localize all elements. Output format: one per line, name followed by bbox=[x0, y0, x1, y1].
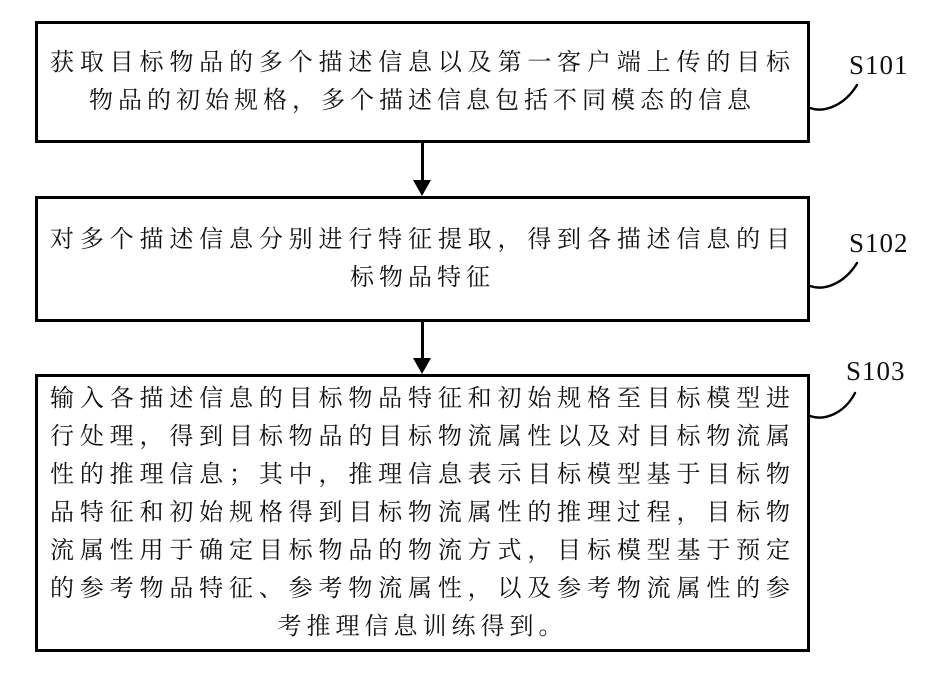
flow-step-box-s102 bbox=[35, 196, 810, 322]
step-connector-curve-s101 bbox=[810, 81, 865, 113]
flow-step-box-s103 bbox=[35, 374, 810, 652]
step-connector-curve-s102 bbox=[810, 259, 865, 291]
step-connector-curve-s103 bbox=[810, 389, 865, 421]
flow-step-text-s101: 获取目标物品的多个描述信息以及第一客户端上传的目标物品的初始规格，多个描述信息包括不同模态的信息 bbox=[50, 50, 795, 114]
flow-arrow-line-2 bbox=[421, 322, 424, 359]
flow-arrow-down-icon-1 bbox=[413, 180, 431, 196]
step-label-s102: S102 bbox=[849, 228, 909, 258]
flow-step-text-s102: 对多个描述信息分别进行特征提取，得到各描述信息的目标物品特征 bbox=[50, 227, 795, 291]
step-label-s101: S101 bbox=[849, 50, 909, 80]
flow-arrow-down-icon-2 bbox=[413, 358, 431, 374]
flow-step-box-s101 bbox=[35, 21, 810, 143]
flow-arrow-line-1 bbox=[421, 143, 424, 181]
step-label-s103: S103 bbox=[846, 356, 906, 386]
flow-step-text-s103: 输入各描述信息的目标物品特征和初始规格至目标模型进行处理，得到目标物品的目标物流属性以及对目标物流属性的推理信息；其中，推理信息表示目标模型基于目标物品特征和初始规格得到目标物流属性的推理过程，目标物流属性用于确定目标物品的物流方式，目标模型基于预定的参考物品特征、参考物流属性，以及参考物流属性的参考推理信息训练得到。 bbox=[50, 386, 795, 640]
